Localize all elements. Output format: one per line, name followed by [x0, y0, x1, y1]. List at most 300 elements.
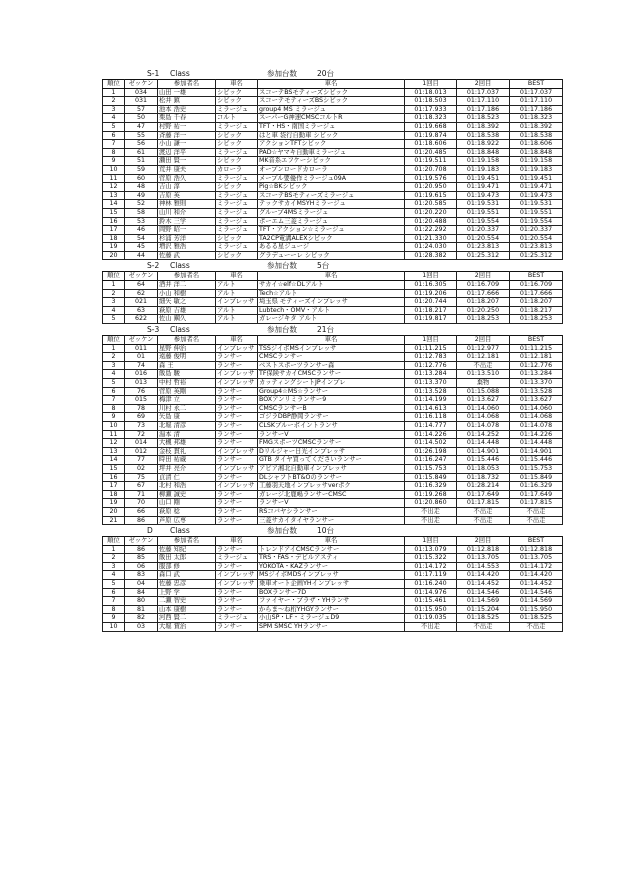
cell-driver: 佐藤 忠彦 [158, 580, 216, 589]
cell-run1: 01:20.585 [405, 200, 457, 209]
cell-run1: 01:19.874 [405, 131, 457, 140]
cell-car-name: サカイ☆elf☆DLアルト [258, 281, 405, 290]
results-table [102, 536, 563, 632]
cell-car-name: YOKOTA・KAZランサー [258, 562, 405, 571]
cell-run2: 01:15.088 [457, 387, 510, 396]
cell-run1: 01:18.217 [405, 306, 457, 315]
cell-best: 不出走 [510, 507, 563, 516]
cell-run1: 01:19.576 [405, 174, 457, 183]
table-row [103, 140, 563, 149]
cell-driver: 服部 修 [158, 562, 216, 571]
count-value: 21台 [317, 325, 335, 335]
table-row [103, 507, 563, 516]
cell-best: 01:13.627 [510, 396, 563, 405]
cell-car-name: group4 MS ミラージュ [258, 105, 405, 114]
table-row [103, 482, 563, 491]
cell-car-class: ランサー [216, 499, 258, 508]
cell-bib: 75 [125, 473, 158, 482]
table-row [103, 614, 563, 623]
cell-car-class: シビック [216, 140, 258, 149]
cell-best: 01:13.370 [510, 379, 563, 388]
column-header-run1: 1回目 [405, 336, 457, 345]
cell-run2: 01:13.627 [457, 396, 510, 405]
cell-driver: 飯島 駿 [158, 370, 216, 379]
cell-driver: 酒井 洋二 [158, 281, 216, 290]
cell-bib: 44 [125, 251, 158, 260]
cell-best: 01:14.420 [510, 571, 563, 580]
table-row [103, 413, 563, 422]
cell-rank: 12 [103, 183, 125, 192]
cell-run1: 01:18.503 [405, 97, 457, 106]
cell-car-class: ミラージュ [216, 614, 258, 623]
cell-run1: 01:22.292 [405, 226, 457, 235]
cell-driver: 坪井 亮介 [158, 464, 216, 473]
table-row [103, 105, 563, 114]
cell-bib: 011 [125, 344, 158, 353]
cell-rank: 10 [103, 165, 125, 174]
cell-run1: 01:16.240 [405, 580, 457, 589]
cell-run1: 01:20.744 [405, 298, 457, 307]
cell-run1: 01:14.976 [405, 588, 457, 597]
column-header-bib: ゼッケン [125, 272, 158, 281]
cell-car-name: ゴジラDBP静岡ランサー [258, 413, 405, 422]
cell-run2: 01:17.186 [457, 105, 510, 114]
cell-rank: 16 [103, 473, 125, 482]
cell-rank: 21 [103, 516, 125, 525]
cell-bib: 622 [125, 315, 158, 324]
cell-bib: 016 [125, 370, 158, 379]
cell-driver: 鈴木 三学 [158, 217, 216, 226]
cell-bib: 86 [125, 545, 158, 554]
cell-bib: 67 [125, 482, 158, 491]
cell-run1: 01:21.330 [405, 234, 457, 243]
cell-best: 01:14.172 [510, 562, 563, 571]
cell-driver: 二瀬 智史 [158, 597, 216, 606]
cell-driver: 栗島 千春 [158, 114, 216, 123]
cell-driver: 河西 賢二 [158, 614, 216, 623]
cell-best: 01:19.471 [510, 183, 563, 192]
cell-rank: 1 [103, 545, 125, 554]
cell-driver: 岡野 昭一 [158, 226, 216, 235]
cell-rank: 10 [103, 623, 125, 632]
cell-bib: 71 [125, 490, 158, 499]
cell-rank: 1 [103, 88, 125, 97]
cell-bib: 013 [125, 379, 158, 388]
column-header-driver: 参加者名 [158, 80, 216, 89]
cell-car-name: テックサカイMSYHミラージュ [258, 200, 405, 209]
cell-run1: 01:16.329 [405, 482, 457, 491]
cell-run2: 01:23.813 [457, 243, 510, 252]
cell-best: 01:15.849 [510, 473, 563, 482]
cell-car-class: アルト [216, 289, 258, 298]
column-header-best: BEST [510, 272, 563, 281]
cell-car-name: ベストスポーツランサー森 [258, 361, 405, 370]
cell-car-class: ランサー [216, 562, 258, 571]
table-row [103, 597, 563, 606]
cell-car-name: あるる星ジュージ [258, 243, 405, 252]
cell-run2: 01:19.531 [457, 200, 510, 209]
cell-best: 01:14.448 [510, 439, 563, 448]
cell-car-class: ミラージュ [216, 122, 258, 131]
table-row [103, 306, 563, 315]
cell-best: 01:14.452 [510, 580, 563, 589]
table-row [103, 580, 563, 589]
cell-rank: 7 [103, 140, 125, 149]
cell-car-class: ミラージュ [216, 554, 258, 563]
cell-run1: 01:17.119 [405, 571, 457, 580]
cell-run2: 01:12.818 [457, 545, 510, 554]
cell-car-name: グループ4MSミラージュ [258, 208, 405, 217]
cell-car-class: ランサー [216, 605, 258, 614]
table-row [103, 396, 563, 405]
cell-driver: 芦原 広専 [158, 516, 216, 525]
cell-car-class: ランサー [216, 516, 258, 525]
cell-run2: 01:17.110 [457, 97, 510, 106]
class-name: S-3 [147, 325, 160, 335]
cell-run1: 不出走 [405, 516, 457, 525]
cell-rank: 13 [103, 191, 125, 200]
cell-driver: 神林 雅則 [158, 200, 216, 209]
cell-best: 01:17.649 [510, 490, 563, 499]
cell-driver: 森 王 [158, 361, 216, 370]
cell-run1: 01:13.079 [405, 545, 457, 554]
table-row [103, 499, 563, 508]
table-header-row [103, 80, 563, 89]
column-header-car-class: 車名 [216, 80, 258, 89]
cell-driver: 山川 和介 [158, 208, 216, 217]
cell-rank: 19 [103, 499, 125, 508]
cell-car-class: ランサー [216, 387, 258, 396]
table-row [103, 200, 563, 209]
cell-bib: 56 [125, 140, 158, 149]
cell-car-name: メープル要優作ミラージュ09A [258, 174, 405, 183]
cell-rank: 9 [103, 413, 125, 422]
cell-best: 01:19.473 [510, 191, 563, 200]
cell-car-name: CMSCランサーB [258, 404, 405, 413]
cell-driver: 川村 永二 [158, 404, 216, 413]
cell-best: 01:18.323 [510, 114, 563, 123]
cell-run1: 01:15.753 [405, 464, 457, 473]
cell-run2: 01:20.337 [457, 226, 510, 235]
column-header-run2: 2回目 [457, 537, 510, 546]
cell-car-name: ランサーV [258, 499, 405, 508]
cell-best: 01:18.207 [510, 298, 563, 307]
cell-rank: 1 [103, 281, 125, 290]
cell-bib: 59 [125, 165, 158, 174]
cell-run1: 01:19.035 [405, 614, 457, 623]
cell-run2: 不出走 [457, 507, 510, 516]
cell-car-class: ランサー [216, 490, 258, 499]
cell-run1: 01:15.950 [405, 605, 457, 614]
column-header-bib: ゼッケン [125, 80, 158, 89]
cell-run2: 01:15.446 [457, 456, 510, 465]
table-row [103, 490, 563, 499]
cell-driver: 時田 祐蔵 [158, 456, 216, 465]
cell-car-class: インプレッサ [216, 298, 258, 307]
table-row [103, 605, 563, 614]
cell-best: 01:19.554 [510, 217, 563, 226]
cell-car-class: ランサー [216, 413, 258, 422]
table-row [103, 243, 563, 252]
cell-best: 01:19.551 [510, 208, 563, 217]
cell-best: 不出走 [510, 516, 563, 525]
cell-driver: 山田 一雄 [158, 88, 216, 97]
cell-run2: 01:19.554 [457, 217, 510, 226]
cell-driver: 渡辺 洋平 [158, 148, 216, 157]
table-row [103, 554, 563, 563]
table-row [103, 370, 563, 379]
cell-run1: 01:19.268 [405, 490, 457, 499]
cell-bib: 03 [125, 623, 158, 632]
cell-car-class: ランサー [216, 623, 258, 632]
cell-bib: 74 [125, 361, 158, 370]
cell-car-class: アルト [216, 306, 258, 315]
cell-car-class: インプレッサ [216, 379, 258, 388]
cell-driver: 斉藤 洋一 [158, 131, 216, 140]
cell-car-class: ランサー [216, 430, 258, 439]
table-header-row [103, 336, 563, 345]
cell-car-class: ランサー [216, 361, 258, 370]
cell-car-name: アピア湘北自動車インプレッサ [258, 464, 405, 473]
cell-car-name: TSSジイボMSインプレッサ [258, 344, 405, 353]
cell-run2: 01:15.204 [457, 605, 510, 614]
cell-best: 01:20.337 [510, 226, 563, 235]
cell-run2: 01:12.181 [457, 353, 510, 362]
cell-car-class: シビック [216, 234, 258, 243]
column-header-run2: 2回目 [457, 272, 510, 281]
cell-run1: 01:16.118 [405, 413, 457, 422]
class-label: Class [170, 325, 190, 335]
cell-rank: 4 [103, 306, 125, 315]
table-row [103, 473, 563, 482]
cell-bib: 48 [125, 183, 158, 192]
table-row [103, 516, 563, 525]
cell-bib: 46 [125, 226, 158, 235]
table-header-row [103, 272, 563, 281]
cell-bib: 54 [125, 234, 158, 243]
cell-rank: 6 [103, 588, 125, 597]
cell-run2: 01:28.214 [457, 482, 510, 491]
table-row [103, 208, 563, 217]
cell-best: 01:16.709 [510, 281, 563, 290]
cell-car-name: ファイヤー・プラザ・YHランサ [258, 597, 405, 606]
class-label: Class [170, 261, 190, 271]
cell-run2: 01:14.252 [457, 430, 510, 439]
cell-best: 01:18.848 [510, 148, 563, 157]
cell-run1: 01:18.606 [405, 140, 457, 149]
cell-best: 01:13.705 [510, 554, 563, 563]
cell-rank: 6 [103, 131, 125, 140]
cell-bib: 06 [125, 562, 158, 571]
column-header-run2: 2回目 [457, 80, 510, 89]
cell-run2: 01:18.922 [457, 140, 510, 149]
cell-car-class: シビック [216, 88, 258, 97]
cell-car-class: ミラージュ [216, 148, 258, 157]
cell-rank: 3 [103, 298, 125, 307]
table-row [103, 623, 563, 632]
cell-run2: 01:14.901 [457, 447, 510, 456]
cell-bib: 85 [125, 554, 158, 563]
cell-car-name: アクションTFTシビック [258, 140, 405, 149]
cell-driver: 森口 武 [158, 571, 216, 580]
cell-car-class: ミラージュ [216, 208, 258, 217]
cell-run1: 01:13.370 [405, 379, 457, 388]
cell-run2: 01:14.553 [457, 562, 510, 571]
cell-car-class: ランサー [216, 507, 258, 516]
cell-car-class: インプレッサ [216, 464, 258, 473]
table-row [103, 439, 563, 448]
cell-best: 01:12.818 [510, 545, 563, 554]
cell-driver: 佐藤 武 [158, 251, 216, 260]
cell-bib: 84 [125, 588, 158, 597]
column-header-car-name: 車名 [258, 272, 405, 281]
cell-bib: 031 [125, 97, 158, 106]
cell-best: 01:15.950 [510, 605, 563, 614]
cell-driver: 池本 浩史 [158, 105, 216, 114]
cell-best: 01:17.110 [510, 97, 563, 106]
cell-car-name: Pig☆BKシビック [258, 183, 405, 192]
cell-best: 01:19.158 [510, 157, 563, 166]
cell-car-class: コルト [216, 114, 258, 123]
cell-car-name: ランサーV [258, 430, 405, 439]
cell-rank: 20 [103, 251, 125, 260]
cell-bib: 72 [125, 430, 158, 439]
cell-rank: 18 [103, 490, 125, 499]
column-header-rank: 順位 [103, 80, 125, 89]
cell-rank: 12 [103, 439, 125, 448]
cell-rank: 9 [103, 157, 125, 166]
cell-run2: 01:14.420 [457, 571, 510, 580]
table-row [103, 353, 563, 362]
cell-car-class: ランサー [216, 353, 258, 362]
cell-rank: 2 [103, 97, 125, 106]
table-row [103, 464, 563, 473]
class-label: Class [170, 69, 190, 78]
table-row [103, 217, 563, 226]
cell-driver: 荒井 康夫 [158, 165, 216, 174]
cell-run1: 01:13.284 [405, 370, 457, 379]
cell-car-class: アルト [216, 281, 258, 290]
cell-best: 01:13.528 [510, 387, 563, 396]
table-row [103, 298, 563, 307]
cell-rank: 4 [103, 114, 125, 123]
cell-driver: 金枝 貫礼 [158, 447, 216, 456]
cell-run1: 01:18.323 [405, 114, 457, 123]
cell-bib: 50 [125, 114, 158, 123]
table-row [103, 361, 563, 370]
cell-run1: 01:16.305 [405, 281, 457, 290]
cell-bib: 64 [125, 281, 158, 290]
cell-rank: 8 [103, 148, 125, 157]
cell-best: 01:18.392 [510, 122, 563, 131]
cell-run2: 01:25.312 [457, 251, 510, 260]
cell-rank: 3 [103, 361, 125, 370]
cell-car-class: ランサー [216, 545, 258, 554]
cell-run1: 01:13.528 [405, 387, 457, 396]
cell-driver: 星野 伸治 [158, 344, 216, 353]
cell-best: 01:19.451 [510, 174, 563, 183]
cell-run1: 01:18.013 [405, 88, 457, 97]
cell-car-class: シビック [216, 131, 258, 140]
column-header-best: BEST [510, 537, 563, 546]
cell-driver: 吉山 淳 [158, 183, 216, 192]
cell-best: 01:14.546 [510, 588, 563, 597]
cell-bib: 66 [125, 507, 158, 516]
class-heading [102, 260, 562, 271]
cell-driver: 佐山 鋼久 [158, 315, 216, 324]
cell-rank: 15 [103, 208, 125, 217]
class-heading [102, 525, 562, 536]
cell-car-name: トレンドアイCMSCランサー [258, 545, 405, 554]
cell-best: 01:11.215 [510, 344, 563, 353]
cell-driver: 上野 学 [158, 588, 216, 597]
class-label: Class [170, 526, 190, 536]
cell-run2: 01:17.815 [457, 499, 510, 508]
class-heading [102, 68, 562, 79]
cell-bib: 82 [125, 614, 158, 623]
cell-run2: 01:18.848 [457, 148, 510, 157]
cell-driver: 小山 和樹 [158, 289, 216, 298]
cell-run1: 01:20.220 [405, 208, 457, 217]
cell-run2: 不出走 [457, 516, 510, 525]
cell-rank: 17 [103, 482, 125, 491]
cell-car-name: 三菱サカイタイヤランサー [258, 516, 405, 525]
cell-run2: 01:14.078 [457, 421, 510, 430]
cell-driver: 大槻 邦雄 [158, 439, 216, 448]
cell-bib: 63 [125, 306, 158, 315]
cell-driver: 大堀 賀治 [158, 623, 216, 632]
cell-best: 01:14.901 [510, 447, 563, 456]
cell-car-class: インプレッサ [216, 344, 258, 353]
cell-run2: 不出走 [457, 361, 510, 370]
cell-driver: 遠藤 俊明 [158, 353, 216, 362]
cell-bib: 52 [125, 200, 158, 209]
cell-bib: 80 [125, 597, 158, 606]
cell-rank: 16 [103, 217, 125, 226]
cell-run1: 01:16.247 [405, 456, 457, 465]
cell-bib: 62 [125, 289, 158, 298]
count-value: 10台 [317, 526, 335, 536]
cell-car-name: グラデューーレ シビック [258, 251, 405, 260]
table-row [103, 122, 563, 131]
cell-rank: 14 [103, 456, 125, 465]
cell-car-name: TA2CP電溝ALEXシビック [258, 234, 405, 243]
cell-run2: 01:17.037 [457, 88, 510, 97]
cell-best: 01:14.060 [510, 404, 563, 413]
cell-car-class: ランサー [216, 439, 258, 448]
cell-best: 01:17.666 [510, 289, 563, 298]
cell-car-name: CMSCランサー [258, 353, 405, 362]
cell-driver: 湯本 清 [158, 430, 216, 439]
cell-run1: 01:19.206 [405, 289, 457, 298]
cell-run2: 01:20.554 [457, 234, 510, 243]
cell-best: 01:14.569 [510, 597, 563, 606]
count-label: 参加台数 [267, 261, 297, 271]
cell-rank: 4 [103, 370, 125, 379]
table-row [103, 157, 563, 166]
cell-run1: 01:15.849 [405, 473, 457, 482]
cell-run2: 01:19.183 [457, 165, 510, 174]
cell-run2: 01:14.452 [457, 580, 510, 589]
table-row [103, 148, 563, 157]
cell-run1: 01:20.485 [405, 148, 457, 157]
cell-car-name: SPM SMSC YHランサー [258, 623, 405, 632]
cell-run2: 01:18.253 [457, 315, 510, 324]
cell-rank: 5 [103, 580, 125, 589]
cell-rank: 5 [103, 122, 125, 131]
cell-rank: 10 [103, 421, 125, 430]
table-row [103, 571, 563, 580]
